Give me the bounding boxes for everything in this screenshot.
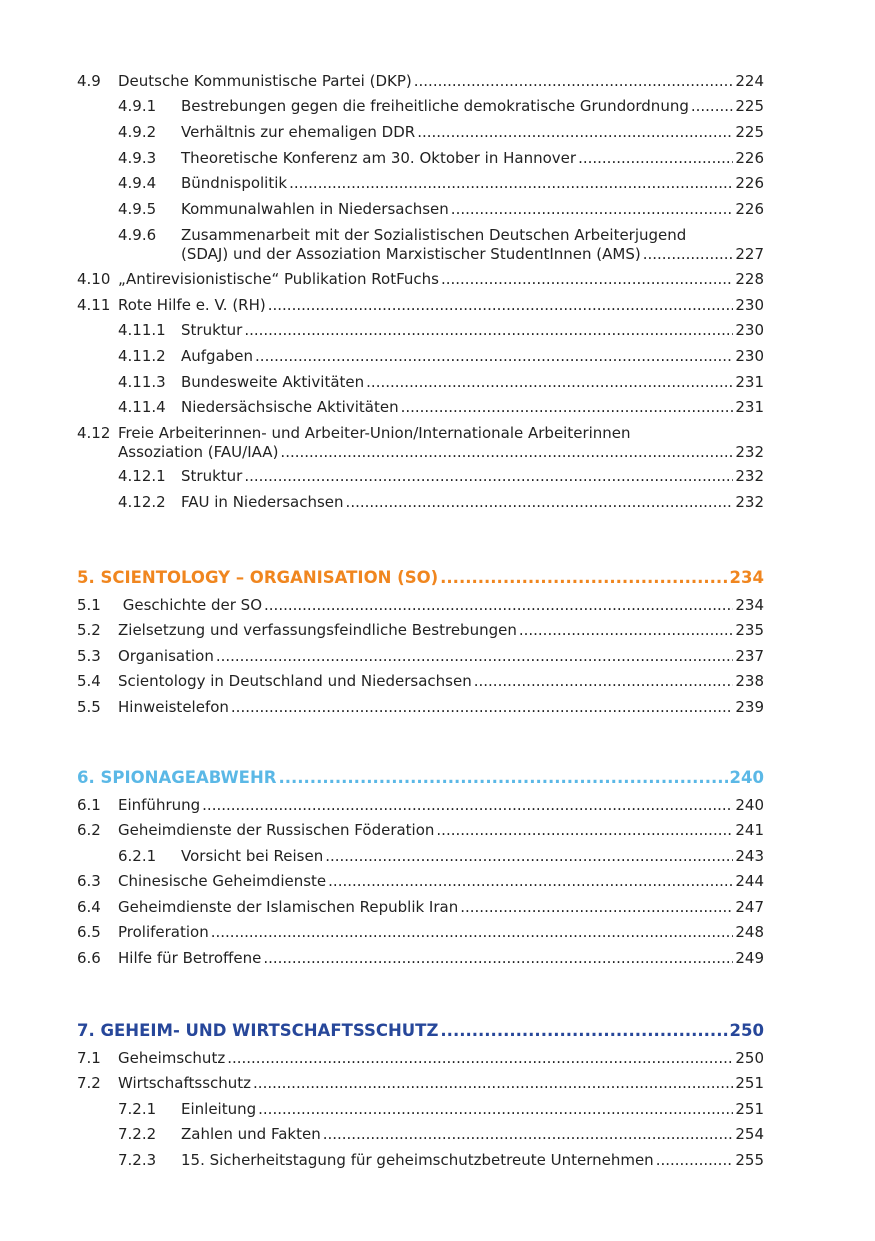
dot-leader — [323, 1125, 734, 1144]
toc-entry — [77, 200, 764, 219]
entry-title: Kommunalwahlen in Niedersachsen — [181, 200, 449, 218]
dot-leader — [440, 1021, 727, 1040]
entry-number: 7.1 — [77, 1049, 101, 1067]
dot-leader — [328, 872, 733, 891]
entry-page: 225 — [735, 97, 764, 115]
toc-entry — [77, 226, 764, 264]
entry-page: 247 — [735, 898, 764, 916]
entry-title: 15. Sicherheitstagung für geheimschutzbetreute Unternehmen — [181, 1151, 654, 1169]
entry-number: 7.2.1 — [118, 1100, 157, 1118]
entry-page: 225 — [735, 123, 764, 141]
entry-title: Geheimschutz — [118, 1049, 226, 1067]
entry-title: Chinesische Geheimdienste — [118, 872, 327, 890]
toc-entry — [77, 923, 764, 942]
entry-page: 241 — [735, 821, 764, 839]
entry-page: 248 — [735, 923, 764, 941]
entry-number: 4.11.4 — [118, 398, 166, 416]
entry-number: 4.9.1 — [118, 97, 157, 115]
toc-entry — [77, 149, 764, 168]
entry-number: 4.9.2 — [118, 123, 157, 141]
entry-number: 7.2.2 — [118, 1125, 157, 1143]
dot-leader — [216, 647, 734, 666]
entry-number: 5.3 — [77, 647, 101, 665]
entry-number: 4.12.2 — [118, 493, 166, 511]
toc-entry — [77, 1125, 764, 1144]
toc-entry — [77, 296, 764, 315]
entry-page: 239 — [735, 698, 764, 716]
entry-number: 4.11.1 — [118, 321, 166, 339]
dot-leader — [227, 1049, 733, 1068]
dot-leader — [211, 923, 734, 942]
toc-entry — [77, 467, 764, 486]
entry-number: 5.4 — [77, 672, 101, 690]
chapter-page: 234 — [729, 568, 764, 587]
toc-entry — [77, 72, 764, 91]
toc-entry — [77, 373, 764, 392]
entry-page: 226 — [735, 149, 764, 167]
entry-page: 255 — [735, 1151, 764, 1169]
entry-page: 228 — [735, 270, 764, 288]
entry-number: 4.11.2 — [118, 347, 166, 365]
dot-leader — [401, 398, 734, 417]
toc-entry — [77, 872, 764, 891]
entry-title: Zahlen und Fakten — [181, 1125, 321, 1143]
entry-number: 4.12 — [77, 424, 111, 442]
toc-entry — [77, 672, 764, 691]
entry-title: Deutsche Kommunistische Partei (DKP) — [118, 72, 412, 90]
dot-leader — [578, 149, 733, 168]
toc-entry — [77, 493, 764, 512]
dot-leader — [325, 847, 733, 866]
entry-number: 4.12.1 — [118, 467, 166, 485]
toc-entry — [77, 647, 764, 666]
chapter-title: 7. GEHEIM- UND WIRTSCHAFTSSCHUTZ — [77, 1021, 439, 1040]
toc-entry — [77, 621, 764, 640]
entry-title: Scientology in Deutschland und Niedersachsen — [118, 672, 472, 690]
entry-number: 4.11.3 — [118, 373, 166, 391]
entry-title: Struktur — [181, 321, 243, 339]
entry-page: 238 — [735, 672, 764, 690]
dot-leader — [244, 467, 733, 486]
dot-leader — [656, 1151, 734, 1170]
dot-leader — [255, 347, 733, 366]
toc-entry — [77, 1151, 764, 1170]
dot-leader — [278, 768, 727, 787]
chapter-heading-7 — [77, 1021, 764, 1040]
toc-entry — [77, 796, 764, 815]
dot-leader — [258, 1100, 733, 1119]
toc-entry — [77, 321, 764, 340]
toc-entry — [77, 270, 764, 289]
toc-entry — [77, 596, 764, 615]
dot-leader — [440, 568, 727, 587]
chapter-page: 240 — [729, 768, 764, 787]
dot-leader — [268, 296, 734, 315]
dot-leader — [289, 174, 733, 193]
dot-leader — [691, 97, 734, 116]
entry-number: 4.11 — [77, 296, 111, 314]
entry-number: 6.4 — [77, 898, 101, 916]
entry-page: 240 — [735, 796, 764, 814]
entry-title: Bestrebungen gegen die freiheitliche demokratische Grundordnung — [181, 97, 689, 115]
entry-page: 224 — [735, 72, 764, 90]
entry-title: Einleitung — [181, 1100, 257, 1118]
entry-page: 226 — [735, 200, 764, 218]
entry-page: 230 — [735, 347, 764, 365]
entry-title-line1: Zusammenarbeit mit der Sozialistischen Deutschen Arbeiterjugend — [181, 226, 687, 244]
toc-entry — [77, 847, 764, 866]
entry-page: 231 — [735, 373, 764, 391]
entry-page: 230 — [735, 321, 764, 339]
toc-entry — [77, 424, 764, 462]
toc-entry — [77, 347, 764, 366]
entry-title: Rote Hilfe e. V. (RH) — [118, 296, 266, 314]
dot-leader — [441, 270, 733, 289]
dot-leader — [474, 672, 734, 691]
entry-title: Hilfe für Betroffene — [118, 949, 262, 967]
entry-page: 249 — [735, 949, 764, 967]
entry-title: Bundesweite Aktivitäten — [181, 373, 365, 391]
entry-number: 6.2 — [77, 821, 101, 839]
dot-leader — [366, 373, 733, 392]
entry-number: 4.10 — [77, 270, 111, 288]
entry-title: Theoretische Konferenz am 30. Oktober in Hannover — [181, 149, 577, 167]
entry-title: Aufgaben — [181, 347, 254, 365]
entry-page: 231 — [735, 398, 764, 416]
entry-title: Geschichte der SO — [118, 596, 263, 614]
entry-number: 4.9.4 — [118, 174, 157, 192]
toc-entry — [77, 1100, 764, 1119]
entry-page: 226 — [735, 174, 764, 192]
entry-page: 251 — [735, 1100, 764, 1118]
entry-page: 232 — [735, 443, 764, 461]
entry-page: 235 — [735, 621, 764, 639]
entry-title: Niedersächsische Aktivitäten — [181, 398, 399, 416]
entry-title: FAU in Niedersachsen — [181, 493, 344, 511]
chapter-heading-5 — [77, 568, 764, 587]
entry-page: 232 — [735, 467, 764, 485]
entry-title: Zielsetzung und verfassungsfeindliche Bestrebungen — [118, 621, 517, 639]
entry-title: Geheimdienste der Islamischen Republik Iran — [118, 898, 459, 916]
dot-leader — [202, 796, 733, 815]
entry-page: 251 — [735, 1074, 764, 1092]
entry-title: Struktur — [181, 467, 243, 485]
chapter-page: 250 — [729, 1021, 764, 1040]
toc-entry — [77, 949, 764, 968]
entry-title: Wirtschaftsschutz — [118, 1074, 252, 1092]
toc-entry — [77, 898, 764, 917]
toc-entry — [77, 1049, 764, 1068]
entry-number: 4.9 — [77, 72, 101, 90]
entry-title: Vorsicht bei Reisen — [181, 847, 324, 865]
chapter-title: 5. SCIENTOLOGY – ORGANISATION (SO) — [77, 568, 439, 587]
entry-title: Bündnispolitik — [181, 174, 288, 192]
dot-leader — [264, 596, 733, 615]
dot-leader — [244, 321, 733, 340]
toc-entry — [77, 97, 764, 116]
entry-title: Geheimdienste der Russischen Föderation — [118, 821, 435, 839]
entry-title: Proliferation — [118, 923, 209, 941]
dot-leader — [253, 1074, 733, 1093]
entry-title-line1: Freie Arbeiterinnen- und Arbeiter-Union/Internationale Arbeiterinnen — [118, 424, 631, 442]
dot-leader — [231, 698, 733, 717]
dot-leader — [346, 493, 734, 512]
dot-leader — [263, 949, 733, 968]
toc-entry — [77, 698, 764, 717]
entry-page: 232 — [735, 493, 764, 511]
entry-title: Assoziation (FAU/IAA) — [118, 443, 279, 461]
entry-number: 5.5 — [77, 698, 101, 716]
toc-entry — [77, 123, 764, 142]
dot-leader — [451, 200, 734, 219]
entry-title: Verhältnis zur ehemaligen DDR — [181, 123, 416, 141]
entry-title: „Antirevisionistische“ Publikation RotFuchs — [118, 270, 439, 288]
dot-leader — [280, 443, 733, 462]
entry-number: 6.5 — [77, 923, 101, 941]
entry-page: 250 — [735, 1049, 764, 1067]
entry-number: 4.9.6 — [118, 226, 157, 244]
toc-entry — [77, 821, 764, 840]
entry-number: 5.1 — [77, 596, 101, 614]
entry-title: Einführung — [118, 796, 201, 814]
entry-page: 254 — [735, 1125, 764, 1143]
entry-number: 7.2 — [77, 1074, 101, 1092]
entry-page: 227 — [735, 245, 764, 263]
dot-leader — [460, 898, 733, 917]
entry-title: Hinweistelefon — [118, 698, 229, 716]
dot-leader — [643, 245, 734, 264]
toc-entry — [77, 398, 764, 417]
entry-page: 243 — [735, 847, 764, 865]
toc-entry — [77, 1074, 764, 1093]
entry-number: 6.6 — [77, 949, 101, 967]
entry-title: (SDAJ) und der Assoziation Marxistischer StudentInnen (AMS) — [181, 245, 641, 263]
entry-number: 4.9.5 — [118, 200, 157, 218]
dot-leader — [414, 72, 734, 91]
chapter-title: 6. SPIONAGEABWEHR — [77, 768, 277, 787]
dot-leader — [519, 621, 734, 640]
entry-page: 230 — [735, 296, 764, 314]
entry-number: 4.9.3 — [118, 149, 157, 167]
entry-title: Organisation — [118, 647, 214, 665]
entry-number: 6.1 — [77, 796, 101, 814]
chapter-heading-6 — [77, 768, 764, 787]
entry-number: 5.2 — [77, 621, 101, 639]
entry-number: 6.3 — [77, 872, 101, 890]
entry-page: 244 — [735, 872, 764, 890]
toc-entry — [77, 174, 764, 193]
entry-page: 237 — [735, 647, 764, 665]
entry-page: 234 — [735, 596, 764, 614]
entry-number: 7.2.3 — [118, 1151, 157, 1169]
dot-leader — [417, 123, 733, 142]
dot-leader — [436, 821, 733, 840]
entry-number: 6.2.1 — [118, 847, 157, 865]
